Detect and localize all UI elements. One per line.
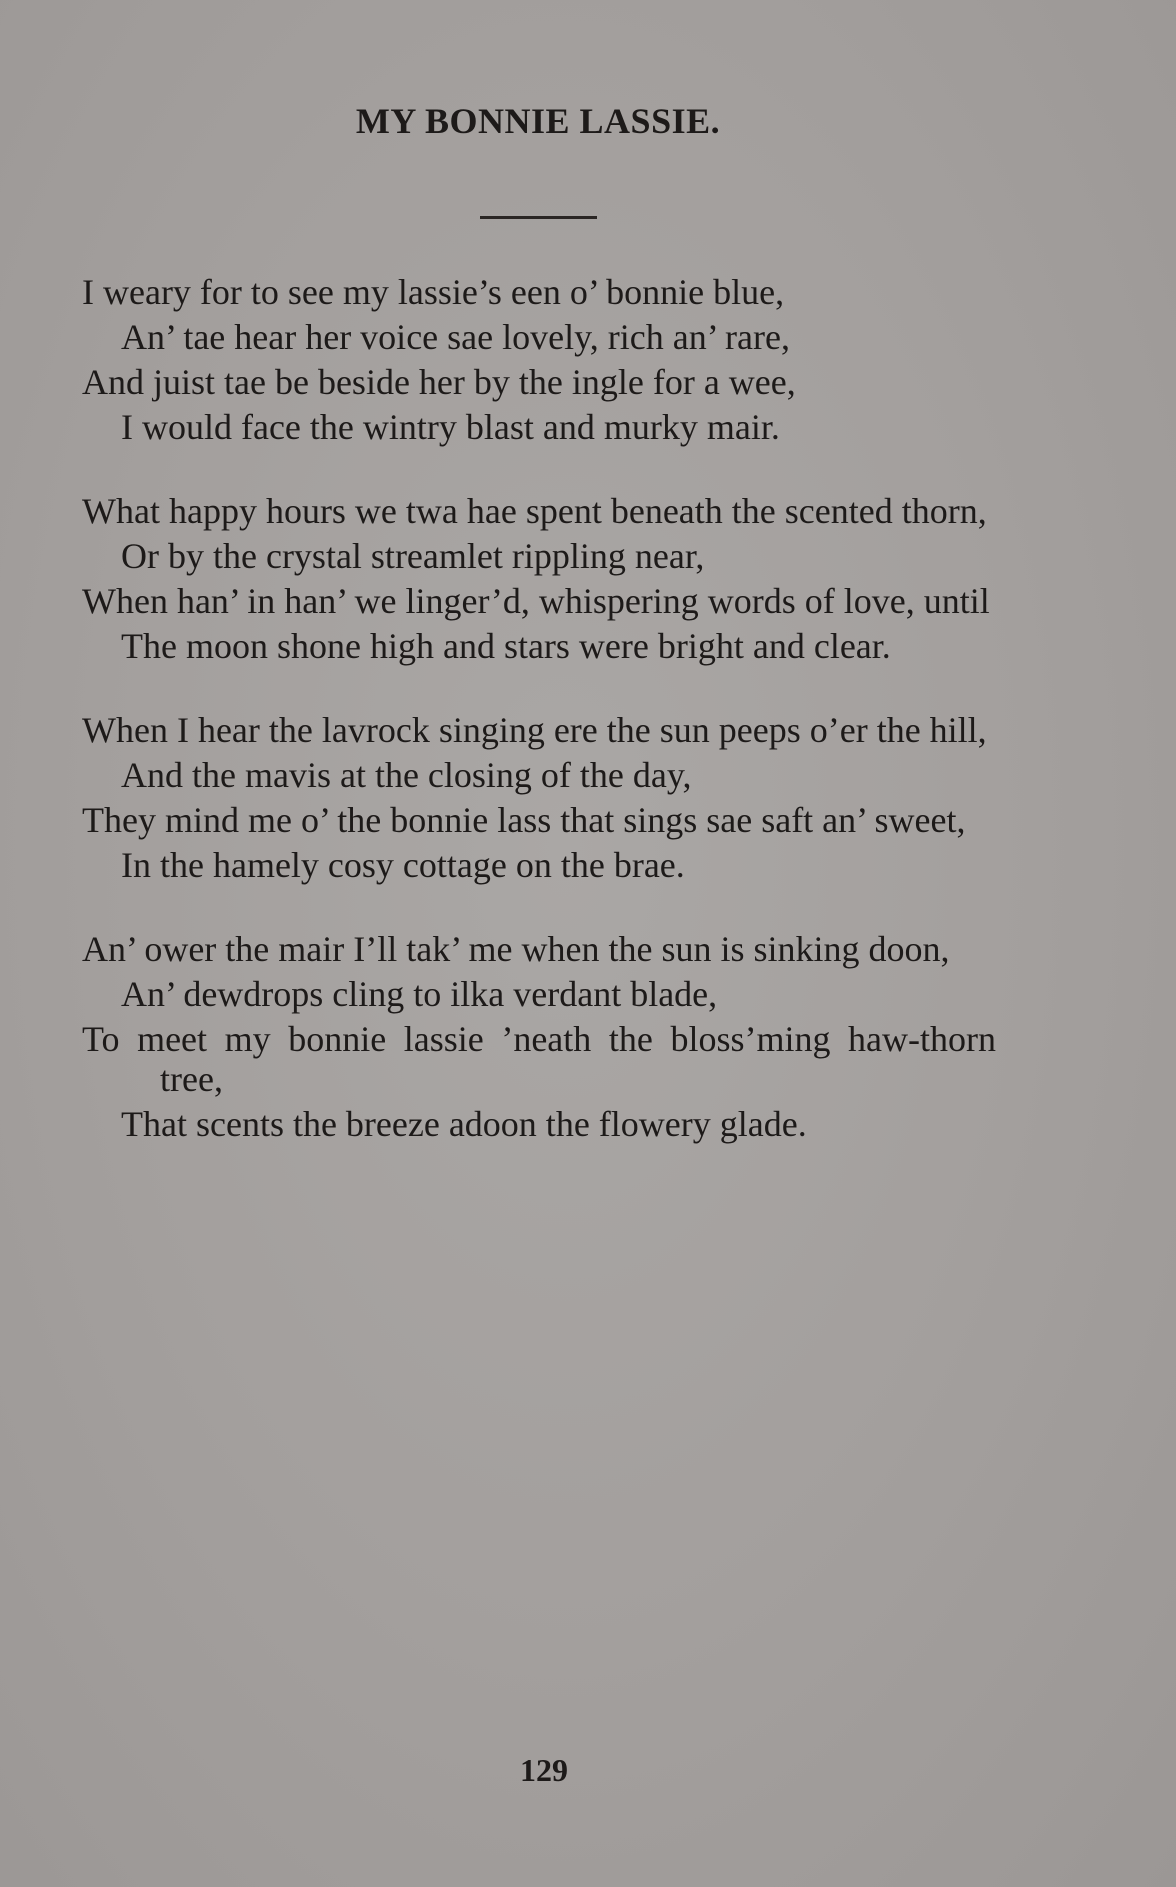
poem-line: The moon shone high and stars were bright and clear. [121,626,891,666]
poem-line: An’ tae hear her voice sae lovely, rich an’ rare, [121,317,790,357]
poem-line: And juist tae be beside her by the ingle for a wee, [82,362,796,402]
poem-line: When I hear the lavrock singing ere the sun peeps o’er the hill, [82,710,987,750]
poem-line: What happy hours we twa hae spent beneath the scented thorn, [82,491,987,531]
poem-line: An’ ower the mair I’ll tak’ me when the sun is sinking doon, [82,929,950,969]
poem-line: Or by the crystal streamlet rippling near, [121,536,705,576]
poem-line: They mind me o’ the bonnie lass that sings sae saft an’ sweet, [82,800,966,840]
poem-title: MY BONNIE LASSIE. [355,101,721,141]
stanza-2 [82,491,996,666]
poem-line: I would face the wintry blast and murky mair. [121,407,780,447]
poem-line: I weary for to see my lassie’s een o’ bonnie blue, [82,272,785,312]
page-number: 129 [520,1752,568,1788]
poem-line: That scents the breeze adoon the flowery glade. [121,1104,807,1144]
poem-line: To meet my bonnie lassie ’neath the bloss’ming haw-thorn tree, [82,1019,996,1099]
poem-line: When han’ in han’ we linger’d, whispering words of love, until [82,581,990,621]
stanza-1 [82,272,996,447]
title-divider [480,216,597,219]
poem-line: In the hamely cosy cottage on the brae. [121,845,685,885]
poem-line: And the mavis at the closing of the day, [121,755,692,795]
poem-body [82,272,996,1188]
stanza-4 [82,929,996,1144]
poem-line: An’ dewdrops cling to ilka verdant blade, [121,974,718,1014]
stanza-3 [82,710,996,885]
